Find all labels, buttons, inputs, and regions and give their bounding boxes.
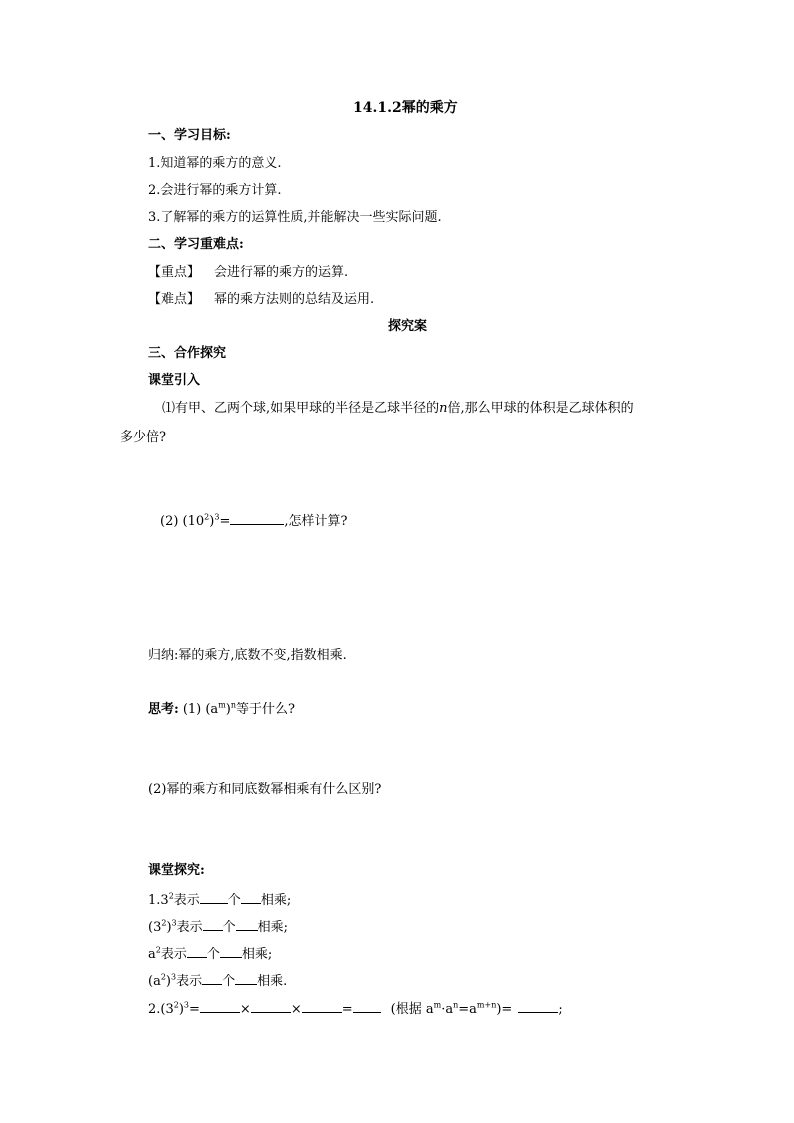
case-title: 探究案 bbox=[388, 319, 428, 334]
explore-item-1 bbox=[148, 891, 291, 909]
think-q1-m: m bbox=[218, 700, 226, 710]
explore-4-exp2: 3 bbox=[171, 972, 177, 982]
explore-2-mul: 相乘; bbox=[257, 920, 289, 935]
line-2-exp2: 3 bbox=[183, 1000, 190, 1010]
section-heading-cooperation: 三、合作探究 bbox=[148, 346, 227, 361]
times-sign: × bbox=[290, 1002, 302, 1017]
question-1-var: n bbox=[439, 401, 448, 416]
think-q1-prefix: (1) (a bbox=[182, 702, 219, 717]
question-2-prefix: (2) (10 bbox=[160, 514, 205, 529]
think-label: 思考: bbox=[148, 702, 179, 717]
question-2-exp2: 3 bbox=[214, 512, 220, 522]
explore-3-show: 表示 bbox=[160, 947, 187, 962]
explore-item-2 bbox=[148, 918, 288, 936]
page-title: 14.1.2幂的乘方 bbox=[353, 100, 458, 116]
key-label: 【重点】 bbox=[148, 265, 201, 280]
basis-n: n bbox=[453, 1000, 459, 1010]
think-question-2: (2)幂的乘方和同底数幂相乘有什么区别? bbox=[148, 782, 382, 797]
explore-2-ge: 个 bbox=[222, 920, 236, 935]
section-heading-objectives: 一、学习目标: bbox=[148, 128, 231, 143]
question-2 bbox=[160, 512, 347, 530]
question-2-mid: ) bbox=[209, 514, 215, 529]
explore-3-mul: 相乘; bbox=[241, 947, 273, 962]
answer-blank[interactable] bbox=[187, 945, 207, 958]
line-2-mid: ) bbox=[178, 1002, 184, 1017]
explore-item-4 bbox=[148, 972, 287, 990]
explore-item-3 bbox=[148, 945, 272, 963]
difficult-point-row bbox=[148, 292, 374, 308]
explore-4-mul: 相乘. bbox=[257, 974, 288, 989]
key-point-row bbox=[148, 265, 348, 281]
question-2-suffix: ,怎样计算? bbox=[284, 514, 348, 529]
explore-3-ge: 个 bbox=[206, 947, 220, 962]
answer-blank[interactable] bbox=[235, 972, 257, 985]
explore-2-show: 表示 bbox=[176, 920, 203, 935]
objective-item-2: 2.会进行幂的乘方计算. bbox=[148, 183, 282, 198]
line-2-end: ; bbox=[558, 1002, 563, 1017]
explore-1-exp: 2 bbox=[168, 891, 174, 901]
explore-4-ge: 个 bbox=[222, 974, 236, 989]
answer-blank[interactable] bbox=[202, 972, 222, 985]
answer-blank[interactable] bbox=[302, 1000, 342, 1013]
basis-dot: ·a bbox=[441, 1002, 454, 1017]
explore-3-exp: 2 bbox=[155, 945, 161, 955]
question-1-text-b: 倍,那么甲球的体积是乙球体积的 bbox=[447, 401, 634, 416]
explore-4-exp: 2 bbox=[160, 972, 166, 982]
basis-prefix: (根据 a bbox=[390, 1002, 434, 1017]
section-heading-key-points: 二、学习重难点: bbox=[148, 237, 244, 252]
explore-2-exp: 2 bbox=[161, 918, 167, 928]
answer-blank[interactable] bbox=[236, 918, 258, 931]
explore-4-mid: ) bbox=[165, 974, 171, 989]
explore-4-prefix: (a bbox=[148, 974, 161, 989]
difficult-label: 【难点】 bbox=[148, 292, 201, 307]
answer-blank[interactable] bbox=[203, 918, 223, 931]
line-2-eq2: = bbox=[341, 1002, 353, 1017]
question-2-eq: = bbox=[219, 514, 231, 529]
answer-blank[interactable] bbox=[241, 891, 261, 904]
explore-line-2 bbox=[148, 1000, 563, 1018]
explore-4-show: 表示 bbox=[176, 974, 203, 989]
answer-blank[interactable] bbox=[353, 1000, 381, 1013]
answer-blank[interactable] bbox=[518, 1000, 558, 1013]
class-intro-heading: 课堂引入 bbox=[148, 373, 201, 388]
summary: 归纳:幂的乘方,底数不变,指数相乘. bbox=[148, 648, 347, 663]
explore-2-mid: ) bbox=[166, 920, 172, 935]
explore-2-prefix: (3 bbox=[148, 920, 162, 935]
answer-blank[interactable] bbox=[230, 512, 284, 525]
explore-2-exp2: 3 bbox=[171, 918, 177, 928]
objective-item-3: 3.了解幂的乘方的运算性质,并能解决一些实际问题. bbox=[148, 210, 442, 225]
question-1-text-a: ⑴有甲、乙两个球,如果甲球的半径是乙球半径的 bbox=[162, 401, 440, 416]
basis-close: )= bbox=[496, 1002, 513, 1017]
question-1 bbox=[162, 401, 634, 417]
basis-eq: =a bbox=[458, 1002, 477, 1017]
basis-m: m bbox=[433, 1000, 442, 1010]
key-text: 会进行幂的乘方的运算. bbox=[214, 265, 349, 280]
line-2-eq: = bbox=[189, 1002, 200, 1017]
explore-1-show: 表示 bbox=[173, 893, 200, 908]
think-q1-n: n bbox=[230, 700, 237, 710]
explore-1-ge: 个 bbox=[227, 893, 241, 908]
answer-blank[interactable] bbox=[200, 891, 228, 904]
answer-blank[interactable] bbox=[220, 945, 242, 958]
basis-mn: m+n bbox=[476, 1000, 497, 1010]
explore-1-prefix: 1.3 bbox=[148, 893, 169, 908]
line-2-prefix: 2.(3 bbox=[148, 1002, 174, 1017]
class-explore-heading: 课堂探究: bbox=[148, 863, 205, 878]
explore-3-prefix: a bbox=[148, 947, 156, 962]
answer-blank[interactable] bbox=[200, 1000, 240, 1013]
difficult-text: 幂的乘方法则的总结及运用. bbox=[214, 292, 375, 307]
think-question-1 bbox=[148, 702, 295, 718]
think-q1-mid: ) bbox=[225, 702, 231, 717]
line-2-exp: 2 bbox=[173, 1000, 179, 1010]
answer-blank[interactable] bbox=[251, 1000, 291, 1013]
objective-item-1: 1.知道幂的乘方的意义. bbox=[148, 156, 282, 171]
question-2-exp: 2 bbox=[204, 512, 210, 522]
question-1-continued: 多少倍? bbox=[120, 430, 166, 445]
times-sign: × bbox=[239, 1002, 251, 1017]
think-q1-suffix: 等于什么? bbox=[236, 702, 295, 717]
explore-1-mul: 相乘; bbox=[260, 893, 292, 908]
